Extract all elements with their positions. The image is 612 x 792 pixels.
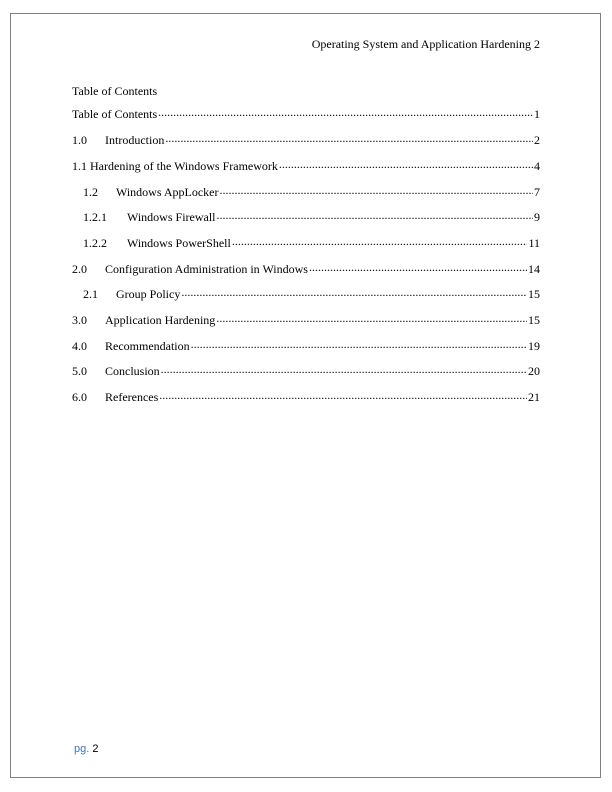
toc-dot-leader [159, 387, 527, 401]
toc-entry-conclusion[interactable] [72, 361, 540, 377]
toc-entry-number: 6.0 [72, 390, 87, 404]
toc-entry-title: Configuration Administration in Windows [105, 262, 308, 276]
toc-entry-title: Introduction [105, 133, 165, 147]
toc-entry-configuration-administration[interactable] [72, 259, 540, 275]
toc-dot-leader [158, 104, 533, 118]
toc-entry-title: Conclusion [105, 364, 160, 378]
toc-entry-number: 1.2.1 [83, 210, 107, 224]
toc-entry-references[interactable] [72, 387, 540, 403]
toc-entry-hardening-windows-framework[interactable] [72, 156, 540, 172]
toc-dot-leader [309, 259, 527, 273]
toc-dot-leader [279, 156, 533, 170]
toc-dot-leader [161, 361, 527, 375]
toc-entry-windows-powershell[interactable] [72, 233, 540, 249]
toc-entry-title: 1.1 Hardening of the Windows Framework [72, 159, 278, 173]
toc-entry-page: 19 [528, 339, 540, 353]
toc-entry-page: 7 [534, 185, 540, 199]
toc-entry-title: Recommendation [105, 339, 190, 353]
toc-entry-title: Windows Firewall [127, 210, 216, 224]
toc-entry-title: Windows AppLocker [116, 185, 219, 199]
toc-entry-title: Table of Contents [72, 107, 158, 121]
toc-entry-number: 4.0 [72, 339, 87, 353]
toc-entry-page: 21 [528, 390, 540, 404]
toc-entry-page: 1 [534, 107, 540, 121]
toc-dot-leader [217, 207, 533, 221]
toc-entry-page: 2 [534, 133, 540, 147]
toc-entry-windows-firewall[interactable] [72, 207, 540, 223]
toc-entry-page: 14 [528, 262, 540, 276]
toc-entry-recommendation[interactable] [72, 336, 540, 352]
toc-entry-page: 20 [528, 364, 540, 378]
toc-entry-number: 1.2.2 [83, 236, 107, 250]
page-footer [74, 743, 98, 755]
toc-entry-page: 11 [528, 236, 540, 250]
toc-entry-number: 3.0 [72, 313, 87, 327]
toc-entry-number: 1.2 [83, 185, 98, 199]
toc-entry-page: 4 [534, 159, 540, 173]
toc-entry-application-hardening[interactable] [72, 310, 540, 326]
toc-entry-table-of-contents[interactable] [72, 104, 540, 120]
toc-entry-number: 5.0 [72, 364, 87, 378]
toc-dot-leader [165, 130, 533, 144]
toc-entry-page: 15 [528, 313, 540, 327]
toc-dot-leader [220, 182, 534, 196]
toc-entry-windows-applocker[interactable] [72, 182, 540, 198]
toc-entry-title: Group Policy [116, 287, 181, 301]
toc-dot-leader [191, 336, 527, 350]
toc-dot-leader [181, 284, 527, 298]
footer-page-label: pg. [74, 743, 90, 755]
footer-page-number: 2 [92, 743, 99, 755]
toc-dot-leader [216, 310, 527, 324]
toc-entry-title: References [105, 390, 159, 404]
toc-entry-page: 15 [528, 287, 540, 301]
toc-entry-group-policy[interactable] [72, 284, 540, 300]
toc-entry-number: 2.0 [72, 262, 87, 276]
toc-entry-introduction[interactable] [72, 130, 540, 146]
toc-heading: Table of Contents [72, 84, 158, 98]
toc-entry-title: Application Hardening [105, 313, 216, 327]
running-header: Operating System and Application Hardening 2 [311, 37, 540, 51]
toc-entry-title: Windows PowerShell [127, 236, 231, 250]
toc-entry-page: 9 [534, 210, 540, 224]
toc-entry-number: 1.0 [72, 133, 87, 147]
toc-dot-leader [232, 233, 528, 247]
toc-entry-number: 2.1 [83, 287, 98, 301]
